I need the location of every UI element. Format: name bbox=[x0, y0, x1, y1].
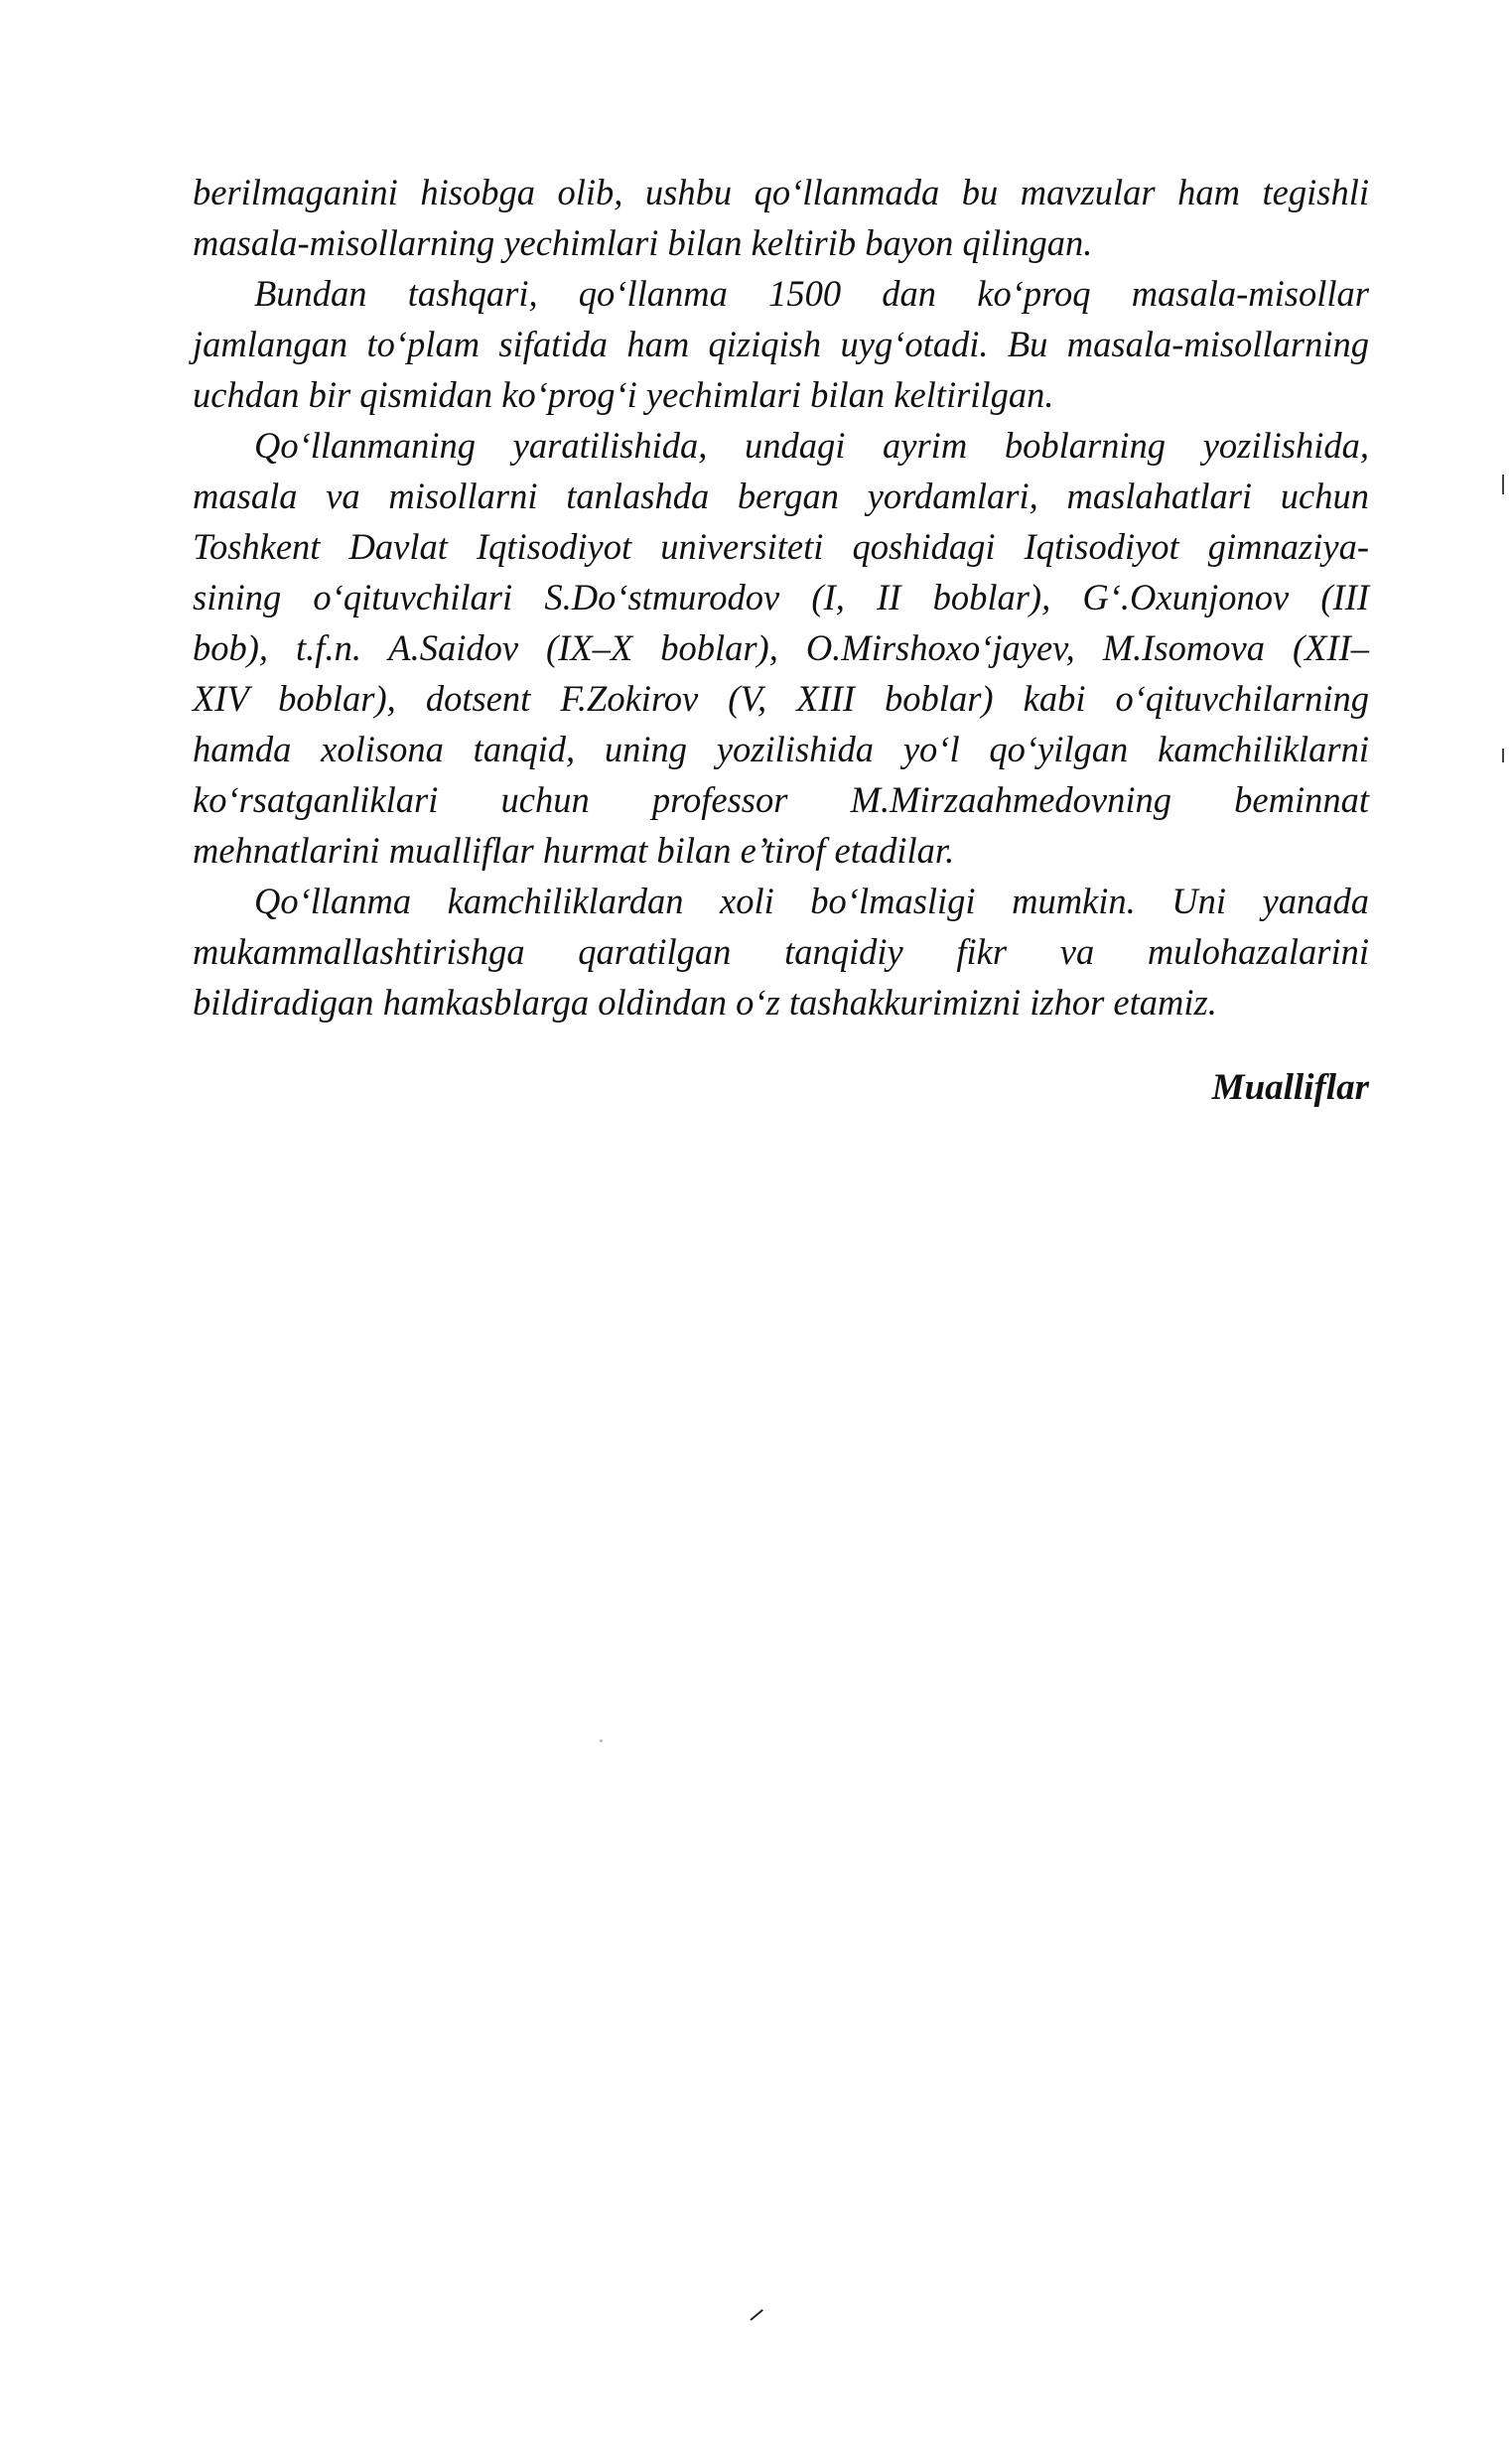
text-line: sining o‘qituvchilari S.Do‘stmurodov (I, II boblar), G‘.Oxunjonov (III bbox=[193, 577, 1369, 617]
text-line: XIV boblar), dotsent F.Zokirov (V, XIII boblar) kabi o‘qituvchilarning bbox=[193, 678, 1369, 719]
scan-tick-mark bbox=[750, 2309, 763, 2321]
text-line: ko‘rsatganliklari uchun professor M.Mirzaahmedovning beminnat bbox=[193, 779, 1369, 820]
signature: Mualliflar bbox=[1211, 1067, 1369, 1108]
margin-mark bbox=[1502, 475, 1504, 494]
scan-speck bbox=[600, 1739, 603, 1742]
body-text bbox=[193, 167, 1369, 1027]
text-line: jamlangan to‘plam sifatida ham qiziqish uyg‘otadi. Bu masala-misollarning bbox=[193, 324, 1369, 364]
text-line: Bundan tashqari, qo‘llanma 1500 dan ko‘proq masala-misollar bbox=[254, 273, 1369, 314]
text-line: bob), t.f.n. A.Saidov (IX–X boblar), O.Mirshoxo‘jayev, M.Isomova (XII– bbox=[193, 627, 1369, 668]
margin-mark bbox=[1502, 749, 1504, 762]
text-line: Qo‘llanmaning yaratilishida, undagi ayrim boblarning yozilishida, bbox=[254, 425, 1369, 466]
text-line: Qo‘llanma kamchiliklardan xoli bo‘lmasligi mumkin. Uni yanada bbox=[254, 881, 1369, 921]
text-line: mehnatlarini mualliflar hurmat bilan e’tirof etadilar. bbox=[193, 830, 955, 871]
text-line: mukammallashtirishga qaratilgan tanqidiy fikr va mulohazalarini bbox=[193, 931, 1369, 972]
text-line: Toshkent Davlat Iqtisodiyot universiteti qoshidagi Iqtisodiyot gimnaziya- bbox=[193, 526, 1369, 567]
text-line: uchdan bir qismidan ko‘prog‘i yechimlari bilan keltirilgan. bbox=[193, 374, 1054, 415]
text-line: masala-misollarning yechimlari bilan keltirib bayon qilingan. bbox=[193, 222, 1093, 263]
text-line: bildiradigan hamkasblarga oldindan o‘z tashakkurimizni izhor etamiz. bbox=[193, 982, 1217, 1023]
text-line: masala va misollarni tanlashda bergan yordamlari, maslahatlari uchun bbox=[193, 476, 1369, 516]
text-line: berilmaganini hisobga olib, ushbu qo‘llanmada bu mavzular ham tegishli bbox=[193, 172, 1369, 212]
text-line: hamda xolisona tanqid, uning yozilishida yo‘l qo‘yilgan kamchiliklarni bbox=[193, 729, 1369, 769]
